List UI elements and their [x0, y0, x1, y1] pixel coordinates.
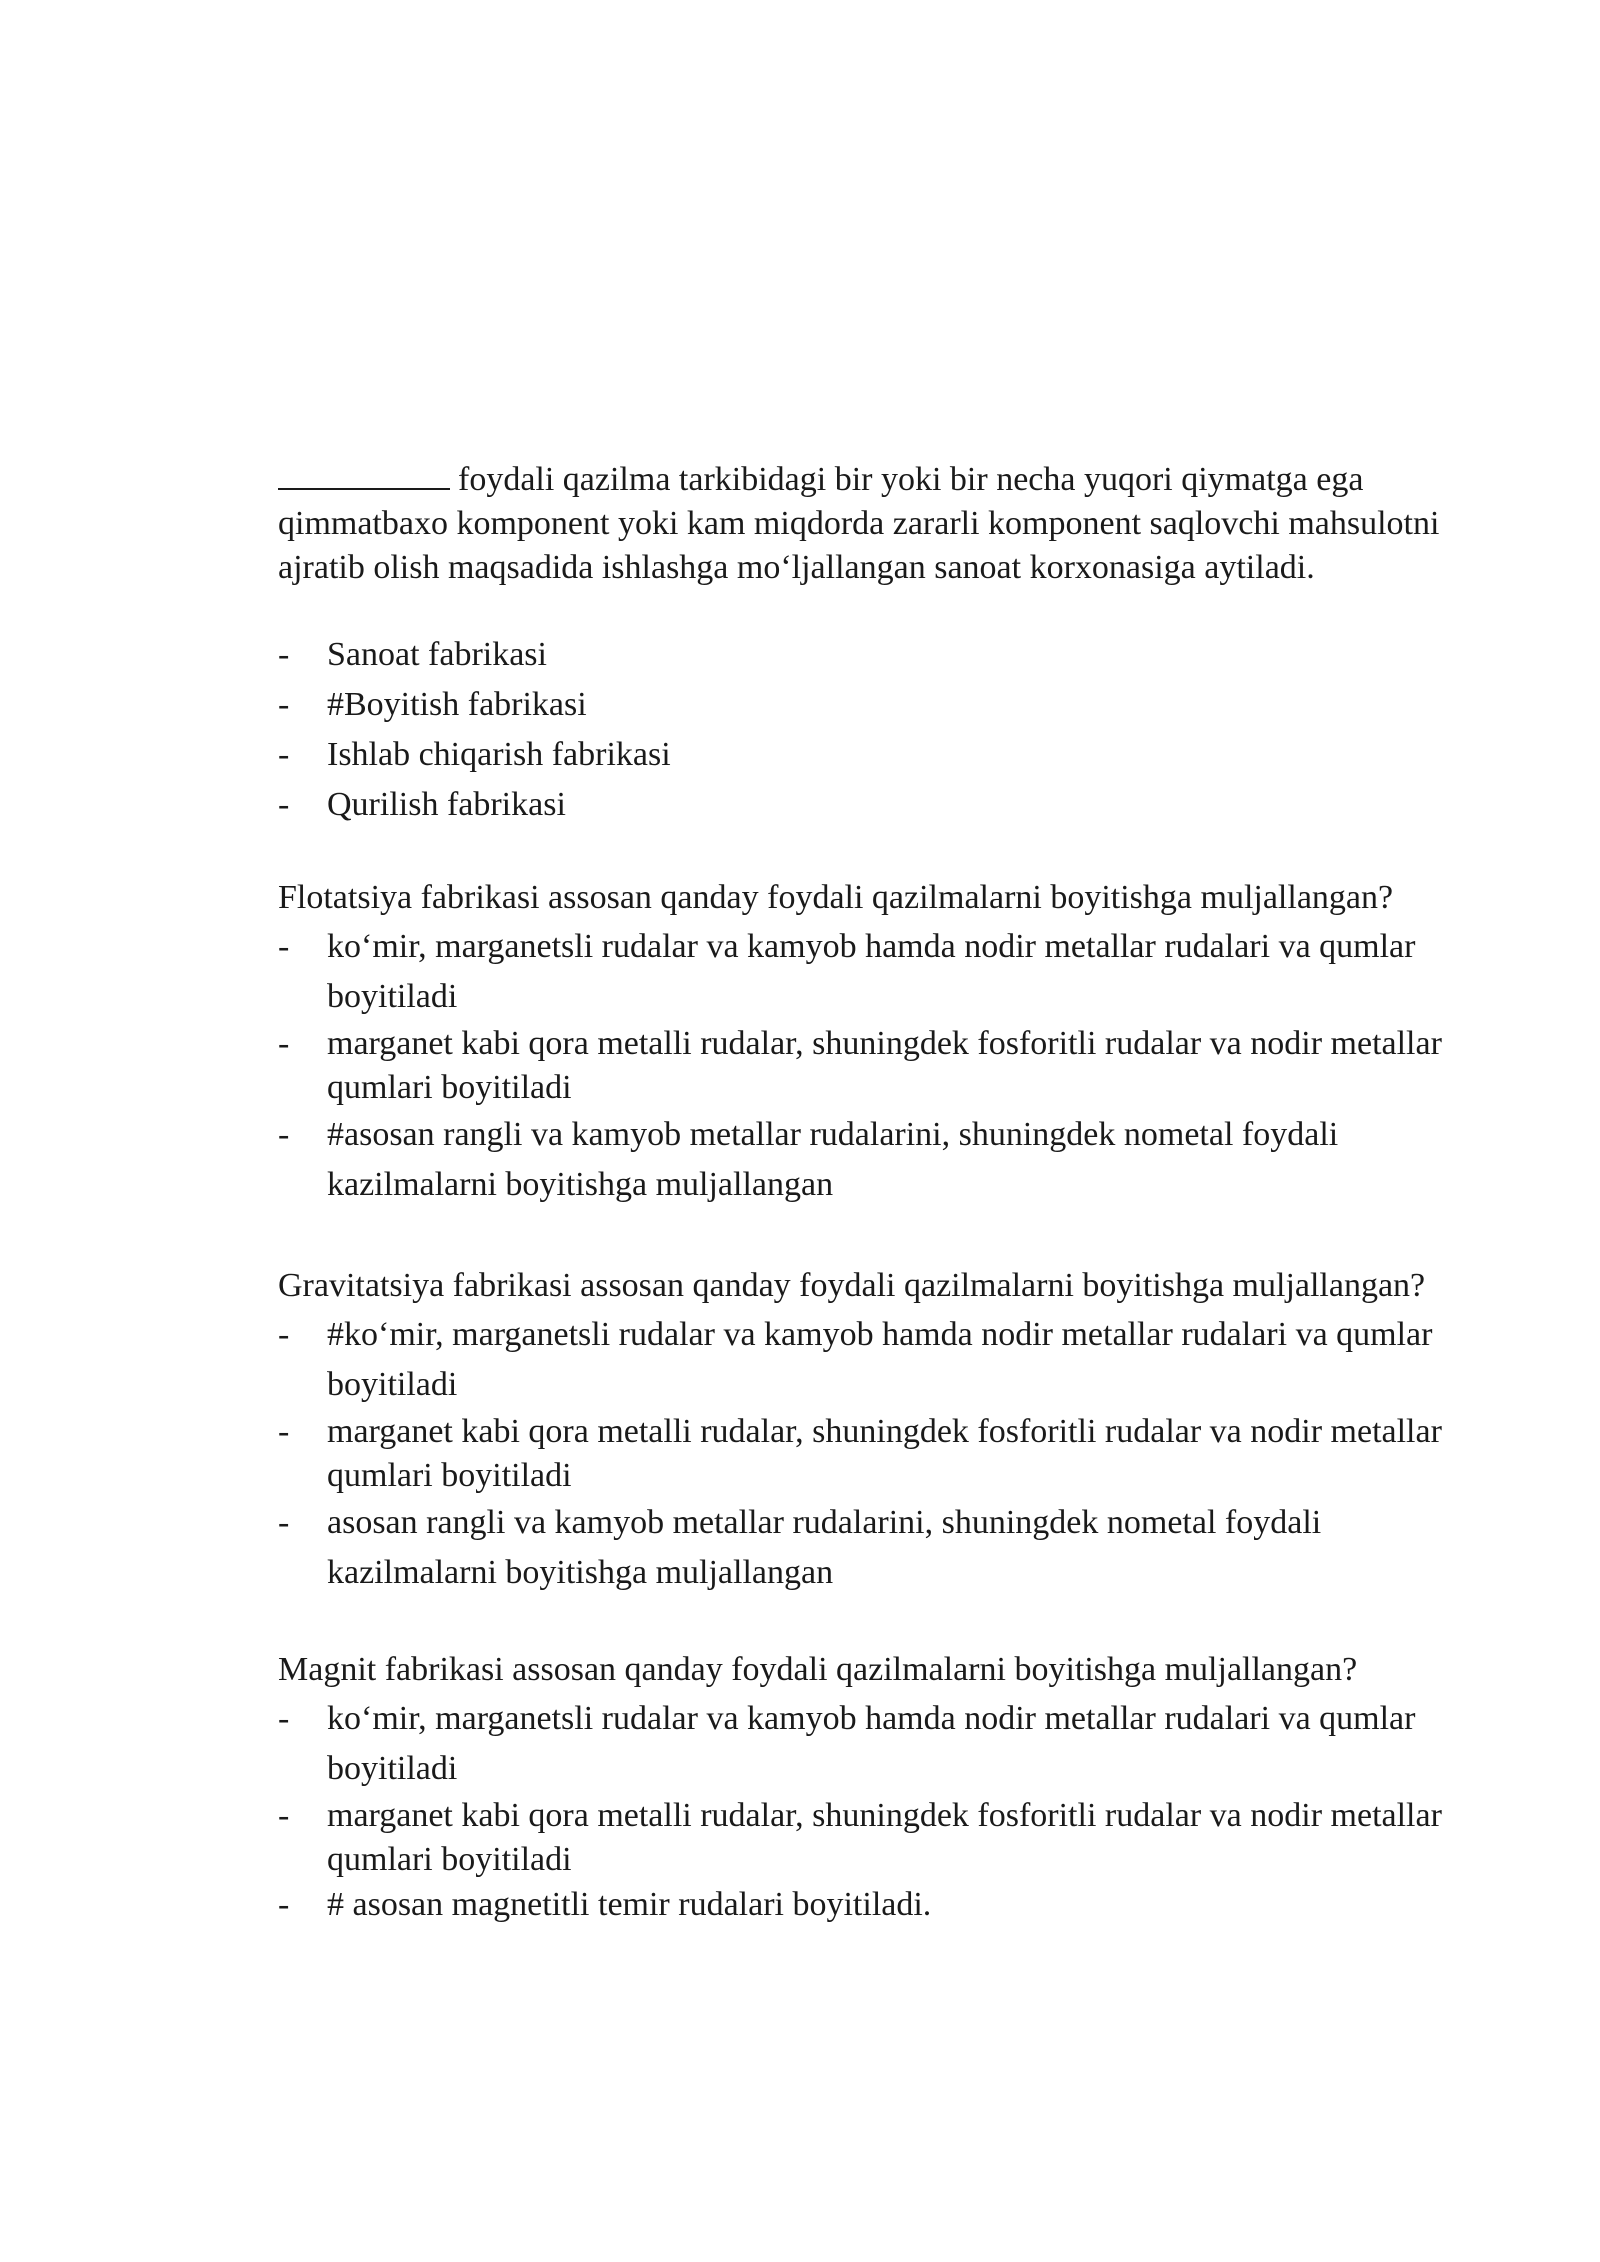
intro-option: - Qurilish fabrikasi — [278, 780, 1490, 830]
intro-options-list — [278, 630, 1490, 830]
answer-option: - # asosan magnetitli temir rudalari boyitiladi. — [278, 1882, 1490, 1928]
answer-option: - #asosan rangli va kamyob metallar rudalarini, shuningdek nometal foydali kazilmalarni boyitishga muljallangan — [278, 1110, 1490, 1210]
intro-paragraph — [278, 458, 1490, 590]
question-magnit: Magnit fabrikasi assosan qanday foydali qazilmalarni boyitishga muljallangan? — [278, 1651, 1358, 1688]
question-options-list — [278, 1310, 1490, 1598]
intro-option: - Sanoat fabrikasi — [278, 630, 1490, 680]
question-flotatsiya: Flotatsiya fabrikasi assosan qanday foydali qazilmalarni boyitishga muljallangan? — [278, 879, 1394, 916]
answer-option: - ko‘mir, marganetsli rudalar va kamyob hamda nodir metallar rudalari va qumlar boyitiladi — [278, 922, 1490, 1022]
intro-text: foydali qazilma tarkibidagi bir yoki bir necha yuqori qiymatga ega qimmatbaxo komponent yoki kam miqdorda zararli komponent saqlovchi mahsulotni ajratib olish maqsadida ishlashga mo‘ljallangan sanoat korxonasiga aytiladi. — [278, 461, 1440, 586]
question-gravitatsiya: Gravitatsiya fabrikasi assosan qanday foydali qazilmalarni boyitishga muljallangan? — [278, 1267, 1426, 1304]
intro-option: - Ishlab chiqarish fabrikasi — [278, 730, 1490, 780]
question-options-list — [278, 922, 1490, 1210]
question-options-list — [278, 1694, 1490, 1928]
fill-in-blank — [278, 458, 450, 490]
answer-option: - asosan rangli va kamyob metallar rudalarini, shuningdek nometal foydali kazilmalarni boyitishga muljallangan — [278, 1498, 1490, 1598]
answer-option: - marganet kabi qora metalli rudalar, shuningdek fosforitli rudalar va nodir metallar qumlari boyitiladi — [278, 1022, 1490, 1110]
answer-option: - marganet kabi qora metalli rudalar, shuningdek fosforitli rudalar va nodir metallar qumlari boyitiladi — [278, 1794, 1490, 1882]
document-content — [278, 458, 1490, 1928]
intro-option: - #Boyitish fabrikasi — [278, 680, 1490, 730]
answer-option: - #ko‘mir, marganetsli rudalar va kamyob hamda nodir metallar rudalari va qumlar boyitiladi — [278, 1310, 1490, 1410]
answer-option: - marganet kabi qora metalli rudalar, shuningdek fosforitli rudalar va nodir metallar qumlari boyitiladi — [278, 1410, 1490, 1498]
answer-option: - ko‘mir, marganetsli rudalar va kamyob hamda nodir metallar rudalari va qumlar boyitiladi — [278, 1694, 1490, 1794]
